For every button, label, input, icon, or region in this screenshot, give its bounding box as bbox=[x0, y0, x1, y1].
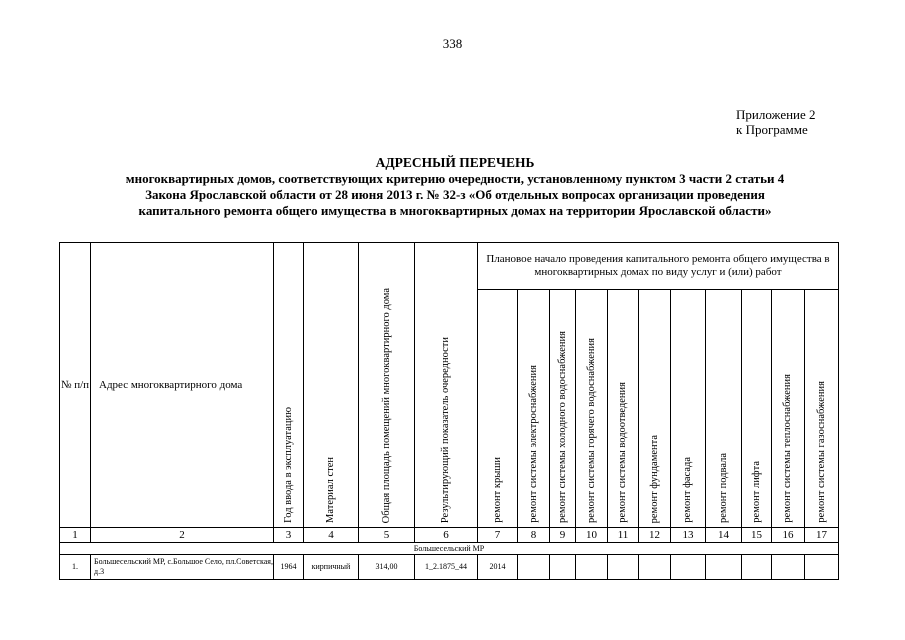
row-service-hot-water bbox=[576, 555, 608, 580]
column-number: 5 bbox=[359, 528, 415, 543]
column-number: 2 bbox=[91, 528, 274, 543]
document-title bbox=[40, 155, 870, 219]
header-service-text: ремонт системы теплоснабжения bbox=[782, 374, 793, 523]
column-number: 9 bbox=[550, 528, 576, 543]
row-priority: 1_2.1875_44 bbox=[415, 555, 478, 580]
header-plan-group: Плановое начало проведения капитального ремонта общего имущества в многоквартирных домах по виду услуг и (или) работ bbox=[478, 243, 839, 290]
title-main: АДРЕСНЫЙ ПЕРЕЧЕНЬ bbox=[375, 155, 535, 170]
header-service-elevator bbox=[742, 290, 772, 528]
column-number: 6 bbox=[415, 528, 478, 543]
header-service-sewerage bbox=[608, 290, 639, 528]
column-number: 15 bbox=[742, 528, 772, 543]
header-material bbox=[304, 243, 359, 528]
header-service-heating bbox=[772, 290, 805, 528]
row-service-foundation bbox=[639, 555, 671, 580]
column-number: 7 bbox=[478, 528, 518, 543]
column-number: 12 bbox=[639, 528, 671, 543]
header-area-text: Общая площадь помещений многоквартирного дома bbox=[380, 287, 392, 523]
row-service-heating bbox=[772, 555, 805, 580]
column-number: 16 bbox=[772, 528, 805, 543]
column-number: 3 bbox=[274, 528, 304, 543]
column-number: 13 bbox=[671, 528, 706, 543]
district-row bbox=[60, 543, 839, 555]
header-priority bbox=[415, 243, 478, 528]
header-service-text: ремонт фасада bbox=[682, 457, 693, 523]
appendix-line-2: к Программе bbox=[736, 122, 808, 137]
appendix-line-1: Приложение 2 bbox=[736, 107, 816, 122]
title-line-1: многоквартирных домов, соответствующих критерию очередности, установленному пунктом 3 части 2 статьи 4 bbox=[125, 171, 785, 186]
header-service-text: ремонт системы холодного водоснабжения bbox=[556, 331, 568, 523]
header-service-text: ремонт системы электроснабжения bbox=[527, 365, 539, 523]
header-service-basement bbox=[706, 290, 742, 528]
row-service-electric bbox=[518, 555, 550, 580]
header-service-text: ремонт системы горячего водоснабжения bbox=[585, 338, 597, 523]
header-priority-text: Результирующий показатель очередности bbox=[440, 336, 451, 523]
row-year: 1964 bbox=[274, 555, 304, 580]
row-area: 314,00 bbox=[359, 555, 415, 580]
header-service-text: ремонт подвала bbox=[717, 452, 729, 523]
header-service-hot-water bbox=[576, 290, 608, 528]
row-service-elevator bbox=[742, 555, 772, 580]
column-number: 10 bbox=[576, 528, 608, 543]
header-service-text: ремонт системы газоснабжения bbox=[815, 381, 827, 523]
header-service-text: ремонт крыши bbox=[491, 457, 503, 523]
title-line-3: капитального ремонта общего имущества в многоквартирных домах на территории Ярославской области» bbox=[138, 203, 772, 218]
row-service-basement bbox=[706, 555, 742, 580]
title-line-2: Закона Ярославской области от 28 июня 2013 г. № 32-з «Об отдельных вопросах организации проведения bbox=[145, 187, 765, 202]
header-service-roof bbox=[478, 290, 518, 528]
district-name: Большесельский МР bbox=[60, 543, 839, 555]
header-service-text: ремонт системы водоотведения bbox=[617, 382, 628, 523]
column-number: 17 bbox=[805, 528, 839, 543]
header-service-gas bbox=[805, 290, 839, 528]
row-material: кирпичный bbox=[304, 555, 359, 580]
header-address: Адрес многоквартирного дома bbox=[91, 243, 274, 528]
header-year bbox=[274, 243, 304, 528]
header-service-electric bbox=[518, 290, 550, 528]
header-service-cold-water bbox=[550, 290, 576, 528]
row-service-facade bbox=[671, 555, 706, 580]
column-number: 1 bbox=[60, 528, 91, 543]
header-service-text: ремонт лифта bbox=[750, 461, 762, 523]
header-material-text: Материал стен bbox=[325, 457, 336, 523]
column-number: 11 bbox=[608, 528, 639, 543]
header-service-foundation bbox=[639, 290, 671, 528]
column-number: 14 bbox=[706, 528, 742, 543]
header-number: № п/п bbox=[60, 243, 91, 528]
row-service-sewerage bbox=[608, 555, 639, 580]
column-number-row bbox=[60, 528, 839, 543]
address-register-table bbox=[59, 242, 839, 580]
row-service-cold-water bbox=[550, 555, 576, 580]
row-address: Большесельский МР, с.Большое Село, пл.Советская, д.3 bbox=[91, 555, 274, 580]
row-number: 1. bbox=[60, 555, 91, 580]
column-number: 4 bbox=[304, 528, 359, 543]
header-service-text: ремонт фундамента bbox=[648, 434, 660, 523]
header-service-facade bbox=[671, 290, 706, 528]
table-row bbox=[60, 555, 839, 580]
header-area bbox=[359, 243, 415, 528]
row-service-gas bbox=[805, 555, 839, 580]
column-number: 8 bbox=[518, 528, 550, 543]
appendix-label bbox=[736, 107, 816, 137]
header-year-text: Год ввода в эксплуатацию bbox=[282, 407, 294, 523]
page-number: 338 bbox=[442, 36, 463, 51]
row-service-roof: 2014 bbox=[478, 555, 518, 580]
